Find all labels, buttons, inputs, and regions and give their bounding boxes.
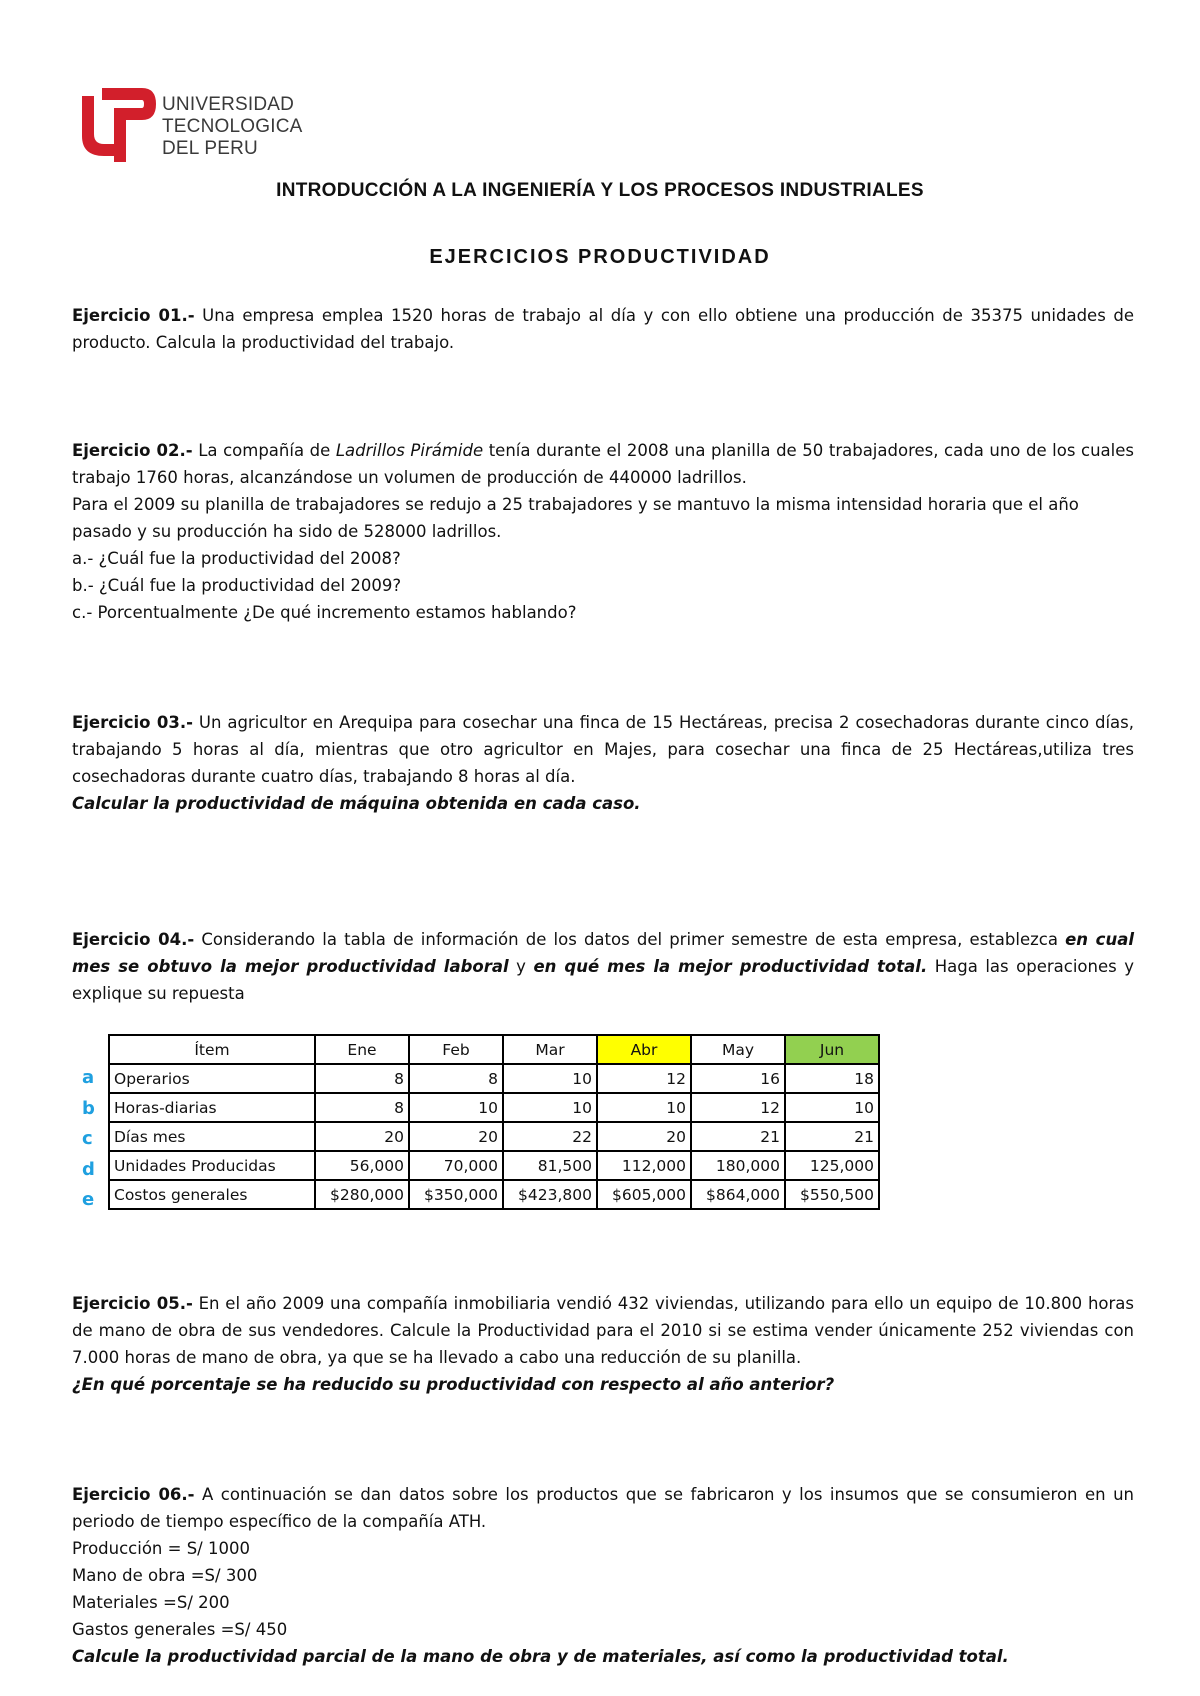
exercise-02-question-b: b.- ¿Cuál fue la productividad del 2009? xyxy=(72,576,402,595)
exercise-05-label: Ejercicio 05.- xyxy=(72,1294,193,1313)
exercise-03 xyxy=(72,709,1134,817)
exercise-06-text: Ejercicio 06.- A continuación se dan datos sobre los productos que se fabricaron y los insumos que se consumieron en un periodo de tiempo específico de la compañía ATH. xyxy=(72,1485,1134,1531)
exercise-01 xyxy=(72,302,1134,356)
table-cell: 20 xyxy=(315,1122,409,1151)
table-cell: 112,000 xyxy=(597,1151,691,1180)
production-data-table xyxy=(108,1034,880,1210)
utp-logo-mark-icon xyxy=(80,86,160,164)
column-header: Ítem xyxy=(109,1035,315,1064)
row-letter: c xyxy=(82,1128,93,1149)
table-row xyxy=(109,1064,879,1093)
exercise-02-label: Ejercicio 02.- xyxy=(72,441,193,460)
exercise-05-question: ¿En qué porcentaje se ha reducido su productividad con respecto al año anterior? xyxy=(72,1375,835,1394)
table-cell: 10 xyxy=(409,1093,503,1122)
table-cell: 10 xyxy=(503,1093,597,1122)
exercise-04-label: Ejercicio 04.- xyxy=(72,930,195,949)
university-logo xyxy=(80,86,303,164)
table-header-row xyxy=(109,1035,879,1064)
exercise-01-label: Ejercicio 01.- xyxy=(72,306,195,325)
table-cell: 8 xyxy=(315,1093,409,1122)
exercise-05 xyxy=(72,1290,1134,1398)
exercise-02-question-c: c.- Porcentualmente ¿De qué incremento estamos hablando? xyxy=(72,603,577,622)
table-cell: Horas-diarias xyxy=(109,1093,315,1122)
table-cell: $605,000 xyxy=(597,1180,691,1209)
table-cell: 16 xyxy=(691,1064,785,1093)
table-cell: $423,800 xyxy=(503,1180,597,1209)
table-cell: Costos generales xyxy=(109,1180,315,1209)
logo-line-2: TECNOLOGICA xyxy=(162,116,303,137)
column-header: Mar xyxy=(503,1035,597,1064)
row-letters xyxy=(82,1063,102,1216)
table-cell: 12 xyxy=(691,1093,785,1122)
exercise-06-line: Producción = S/ 1000 xyxy=(72,1539,250,1558)
exercise-06-label: Ejercicio 06.- xyxy=(72,1485,195,1504)
table-cell: $280,000 xyxy=(315,1180,409,1209)
exercise-03-question: Calcular la productividad de máquina obtenida en cada caso. xyxy=(72,794,641,813)
column-header-highlighted: Jun xyxy=(785,1035,879,1064)
logo-line-3: DEL PERU xyxy=(162,138,258,159)
exercise-03-text: Ejercicio 03.- Un agricultor en Arequipa para cosechar una finca de 15 Hectáreas, precisa 2 cosechadoras durante cinco días, trabajando 5 horas al día, mientras que otro agricultor en Majes, para cosechar una finca de 25 Hectáreas,utiliza tres cosechadoras durante cuatro días, trabajando 8 horas al día. xyxy=(72,713,1134,786)
table-cell: 70,000 xyxy=(409,1151,503,1180)
page-title: INTRODUCCIÓN A LA INGENIERÍA Y LOS PROCESOS INDUSTRIALES xyxy=(276,180,924,201)
company-name: Ladrillos Pirámide xyxy=(335,441,484,460)
table-cell: 125,000 xyxy=(785,1151,879,1180)
exercise-06 xyxy=(72,1481,1134,1670)
table-cell: Unidades Producidas xyxy=(109,1151,315,1180)
table-row xyxy=(109,1122,879,1151)
exercise-02-paragraph-1: Ejercicio 02.- La compañía de Ladrillos Pirámide tenía durante el 2008 una planilla de 50 trabajadores, cada uno de los cuales trabajo 1760 horas, alcanzándose un volumen de producción de 440000 ladrillos. xyxy=(72,441,1135,487)
table-cell: $550,500 xyxy=(785,1180,879,1209)
exercise-05-text: Ejercicio 05.- En el año 2009 una compañía inmobiliaria vendió 432 viviendas, utilizando para ello un equipo de 10.800 horas de mano de obra de sus vendedores. Calcule la Productividad para el 2010 si se estima vender únicamente 252 viviendas con 7.000 horas de mano de obra, ya que se ha llevado a cabo una reducción de su planilla. xyxy=(72,1294,1135,1367)
exercise-01-text: Ejercicio 01.- Una empresa emplea 1520 horas de trabajo al día y con ello obtiene una producción de 35375 unidades de producto. Calcula la productividad del trabajo. xyxy=(72,306,1134,352)
table-cell: 21 xyxy=(691,1122,785,1151)
table-cell: 18 xyxy=(785,1064,879,1093)
exercise-06-line: Mano de obra =S/ 300 xyxy=(72,1566,258,1585)
row-letter: d xyxy=(82,1158,95,1180)
exercise-04-text: Ejercicio 04.- Considerando la tabla de información de los datos del primer semestre de esta empresa, establezca en cual mes se obtuvo la mejor productividad laboral y en qué mes la mejor productividad total. Haga las operaciones y explique su repuesta xyxy=(72,930,1134,1003)
table-cell: 22 xyxy=(503,1122,597,1151)
table-cell: 56,000 xyxy=(315,1151,409,1180)
table-row xyxy=(109,1093,879,1122)
exercise-06-question: Calcule la productividad parcial de la mano de obra y de materiales, así como la productividad total. xyxy=(72,1647,1009,1666)
table-cell: 10 xyxy=(503,1064,597,1093)
table-cell: 10 xyxy=(597,1093,691,1122)
row-letter: b xyxy=(82,1097,95,1119)
page-subtitle: EJERCICIOS PRODUCTIVIDAD xyxy=(429,246,771,268)
table-cell: 180,000 xyxy=(691,1151,785,1180)
exercise-04 xyxy=(72,926,1134,1007)
exercise-02 xyxy=(72,437,1134,626)
table-cell: 20 xyxy=(409,1122,503,1151)
column-header: Feb xyxy=(409,1035,503,1064)
table-cell: 8 xyxy=(315,1064,409,1093)
exercise-06-line: Materiales =S/ 200 xyxy=(72,1593,230,1612)
column-header: May xyxy=(691,1035,785,1064)
table-cell: 8 xyxy=(409,1064,503,1093)
row-letter: a xyxy=(82,1067,95,1088)
table-cell: Días mes xyxy=(109,1122,315,1151)
table-cell: 20 xyxy=(597,1122,691,1151)
table-cell: Operarios xyxy=(109,1064,315,1093)
table-row xyxy=(109,1180,879,1209)
table-row xyxy=(109,1151,879,1180)
table-cell: 10 xyxy=(785,1093,879,1122)
exercise-06-line: Gastos generales =S/ 450 xyxy=(72,1620,288,1639)
table-cell: $350,000 xyxy=(409,1180,503,1209)
exercise-02-paragraph-2: Para el 2009 su planilla de trabajadores se redujo a 25 trabajadores y se mantuvo la misma intensidad horaria que el año pasado y su producción ha sido de 528000 ladrillos. xyxy=(72,495,1079,541)
table-cell: 12 xyxy=(597,1064,691,1093)
row-letter: e xyxy=(82,1189,95,1210)
table-cell: $864,000 xyxy=(691,1180,785,1209)
table-cell: 21 xyxy=(785,1122,879,1151)
logo-line-1: UNIVERSIDAD xyxy=(162,94,295,115)
logo-text xyxy=(162,94,303,160)
exercise-03-label: Ejercicio 03.- xyxy=(72,713,193,732)
column-header-highlighted: Abr xyxy=(597,1035,691,1064)
column-header: Ene xyxy=(315,1035,409,1064)
exercise-02-question-a: a.- ¿Cuál fue la productividad del 2008? xyxy=(72,549,401,568)
table-cell: 81,500 xyxy=(503,1151,597,1180)
